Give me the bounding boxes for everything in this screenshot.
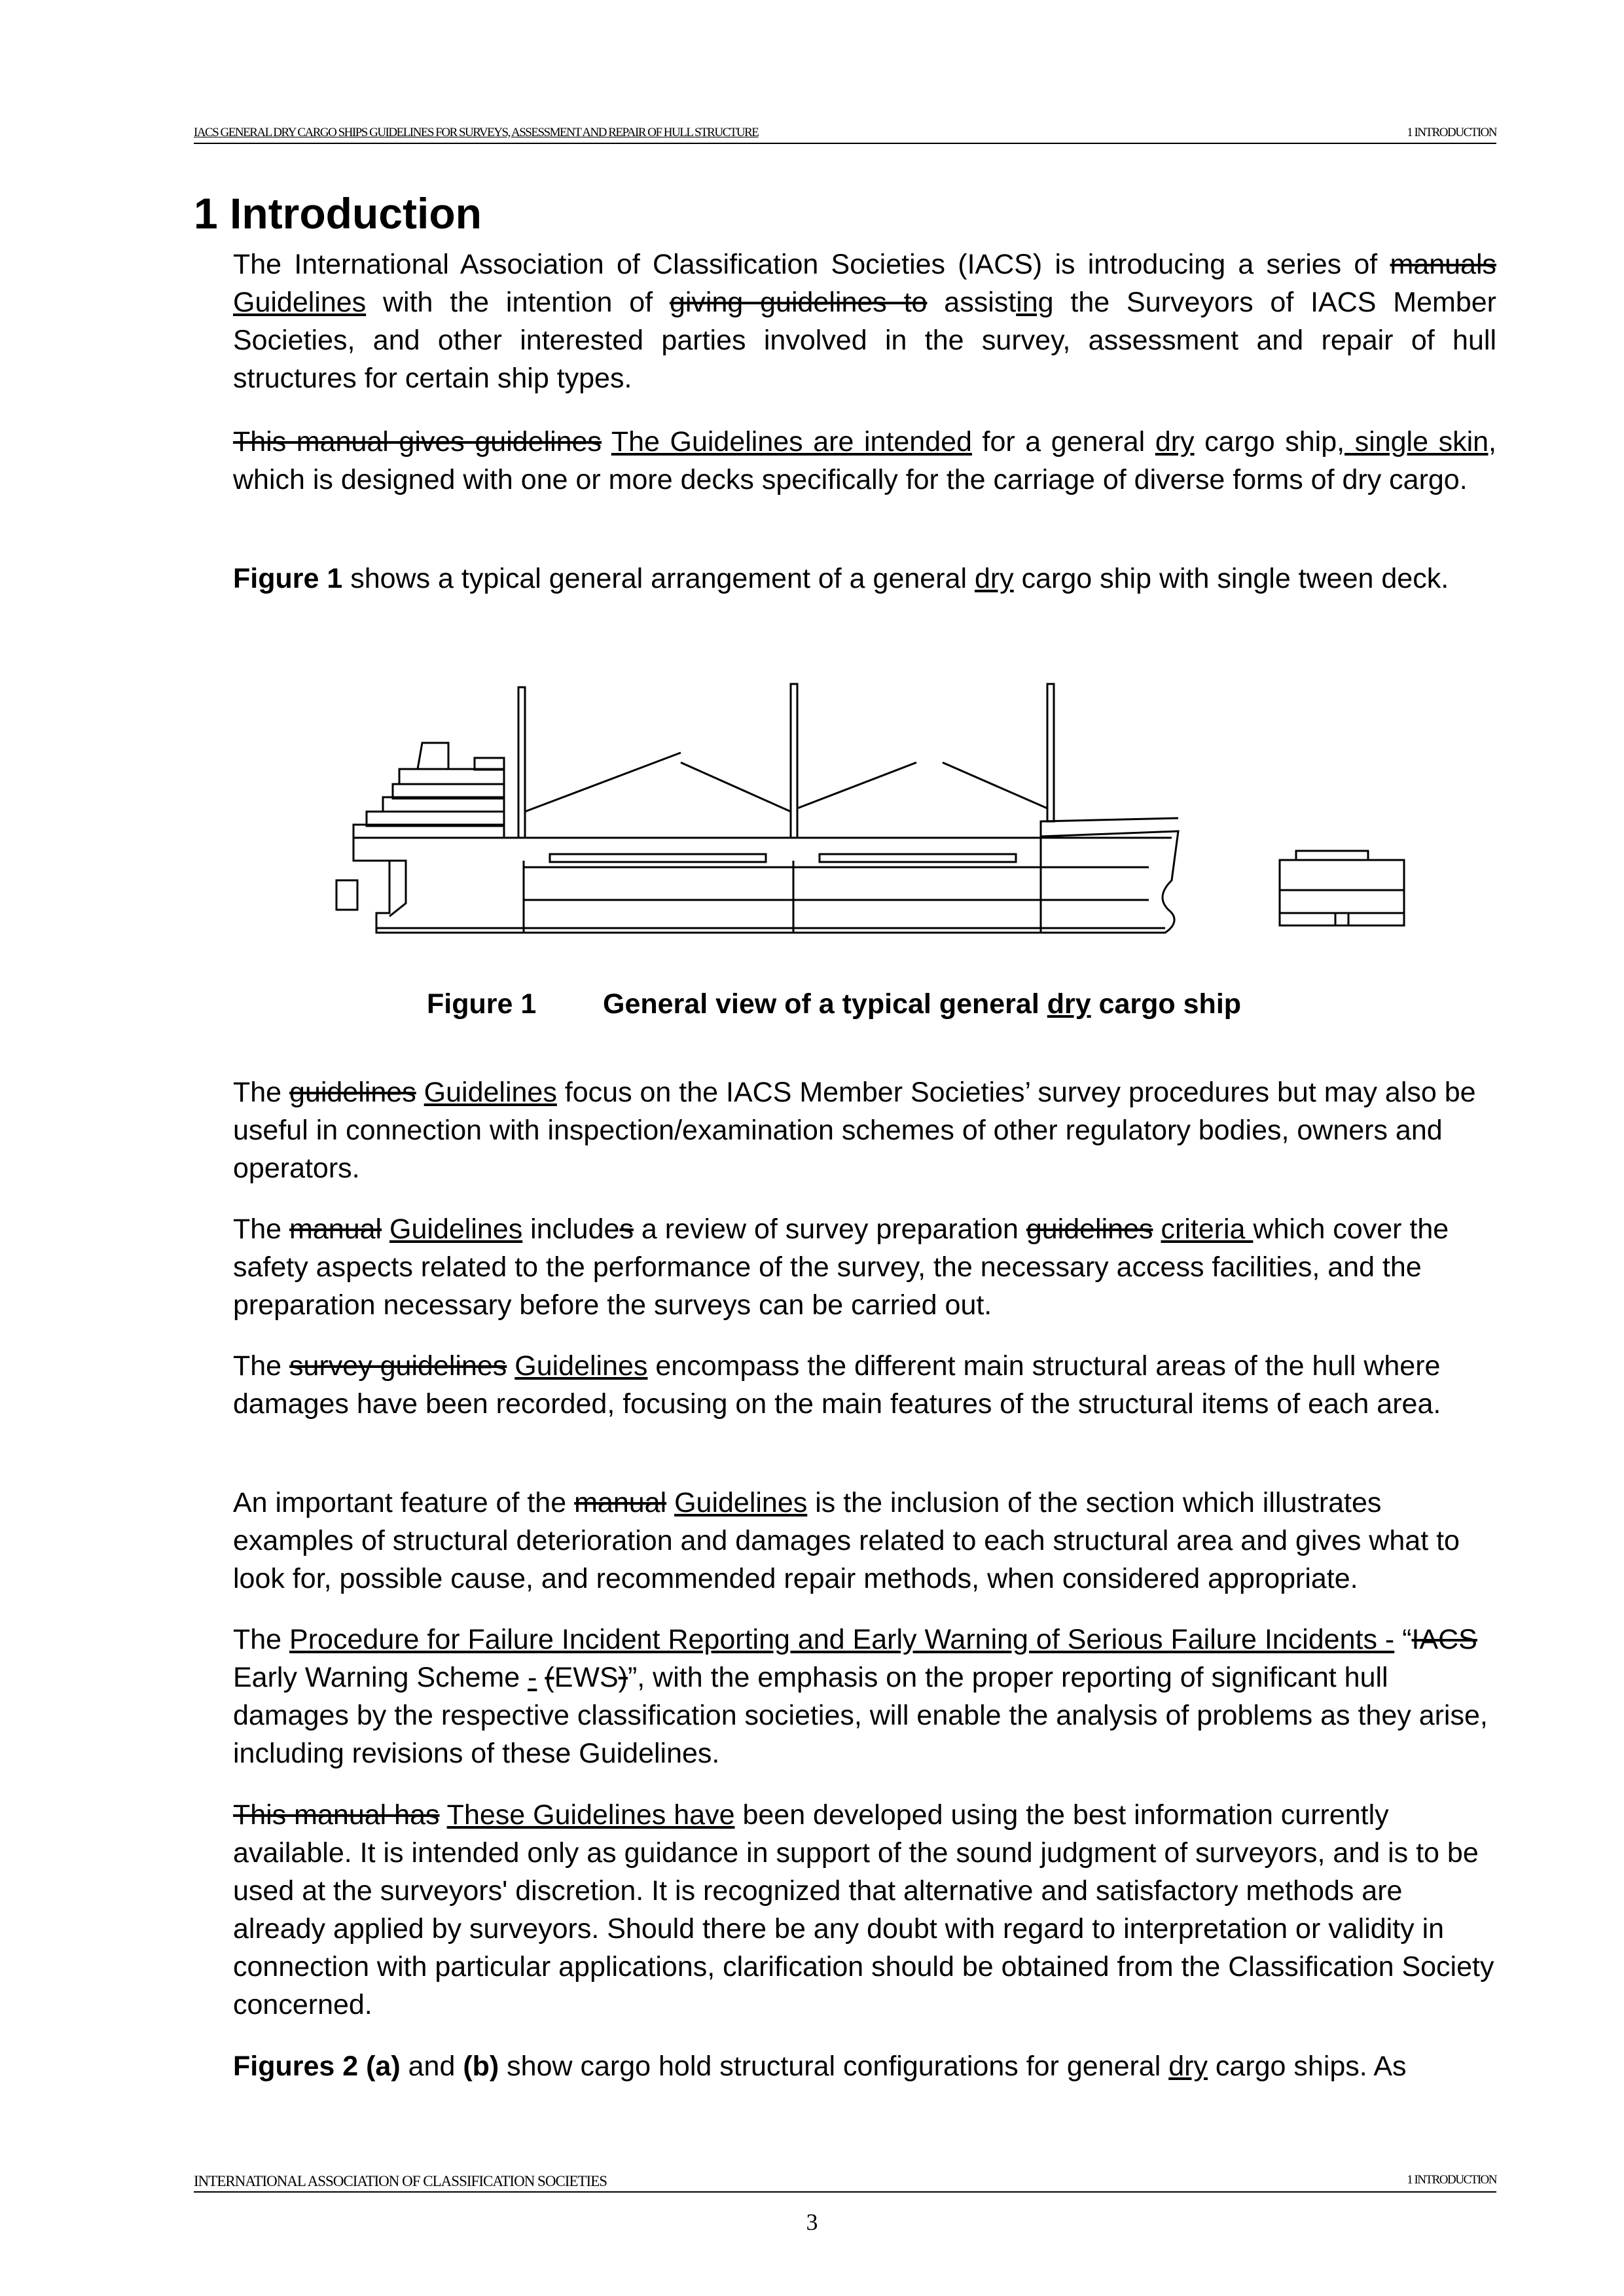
derrick-4 bbox=[943, 762, 1047, 808]
wheelhouse bbox=[475, 758, 504, 770]
deleted-text: ) bbox=[618, 1662, 628, 1693]
inserted-text: Guidelines bbox=[424, 1077, 557, 1108]
inserted-text: dry bbox=[974, 563, 1014, 594]
inserted-text: These Guidelines have bbox=[446, 1799, 735, 1831]
deleted-text: guidelines bbox=[289, 1077, 416, 1108]
inserted-text: dry bbox=[1047, 988, 1091, 1020]
deleted-text: s bbox=[619, 1213, 634, 1245]
mast-fore bbox=[1047, 684, 1054, 821]
general-cargo-ship-drawing bbox=[327, 681, 1427, 956]
deleted-text: manual bbox=[574, 1487, 667, 1518]
derrick-1 bbox=[525, 753, 681, 812]
inserted-text: Guidelines bbox=[233, 287, 367, 318]
inserted-text: Guidelines bbox=[389, 1213, 523, 1245]
page-title: 1 Introduction bbox=[194, 189, 482, 238]
paragraph-8: The Procedure for Failure Incident Reporting and Early Warning of Serious Failure Incidents - “IACS Early Warning Scheme - (EWS)”, with the emphasis on the proper reporting of significant hull damages by the respective classification societies, will enable the analysis of problems as they arise, including revisions of these Guidelines. bbox=[233, 1624, 1488, 1769]
mast-aft bbox=[518, 687, 525, 838]
mast-mid bbox=[791, 684, 797, 838]
bridge-deck bbox=[399, 769, 504, 784]
inserted-text: Guidelines bbox=[514, 1350, 648, 1382]
derrick-3 bbox=[797, 762, 916, 808]
deleted-text: giving guidelines to bbox=[669, 287, 928, 318]
deleted-text: manuals bbox=[1390, 249, 1496, 280]
deleted-text: This manual has bbox=[233, 1799, 440, 1831]
inserted-text: The Guidelines are intended bbox=[611, 426, 972, 457]
inserted-text: dry bbox=[1168, 2051, 1208, 2082]
derrick-2 bbox=[681, 762, 791, 812]
deleted-text: IACS bbox=[1411, 1624, 1477, 1655]
funnel bbox=[418, 743, 448, 769]
paragraph-7: An important feature of the manual Guidelines is the inclusion of the section which illustrates examples of structural deterioration and damages related to each structural area and gives what to look for, possible cause, and recommended repair methods, when considered appropriate. bbox=[233, 1487, 1460, 1594]
deleted-text: guidelines bbox=[1026, 1213, 1153, 1245]
figure-1-caption: General view of a typical general dry cargo ship bbox=[603, 988, 1242, 1020]
paragraph-2: This manual gives guidelines The Guidelines are intended for a general dry cargo ship, single skin, which is designed with one or more decks specifically for the carriage of diverse forms of dry cargo. bbox=[233, 426, 1496, 495]
footer-organization: INTERNATIONAL ASSOCIATION OF CLASSIFICATION SOCIETIES bbox=[194, 2173, 607, 2189]
page-header bbox=[194, 123, 1496, 144]
header-title: IACS GENERAL DRY CARGO SHIPS GUIDELINES FOR SURVEYS, ASSESSMENT AND REPAIR OF HULL STRUCTURE bbox=[194, 126, 759, 139]
hatch-cover-1 bbox=[550, 854, 766, 862]
figure-1-label: Figure 1 bbox=[427, 988, 537, 1020]
inserted-text: dry bbox=[1155, 426, 1195, 457]
page-footer bbox=[194, 2172, 1496, 2193]
deleted-text: survey guidelines bbox=[289, 1350, 507, 1382]
hull-outline bbox=[353, 825, 1178, 933]
hatch-cover-2 bbox=[820, 854, 1016, 862]
paragraph-4: The guidelines Guidelines focus on the IACS Member Societies’ survey procedures but may also be useful in connection with inspection/examination schemes of other regulatory bodies, owners and operators. bbox=[233, 1077, 1476, 1184]
deleted-text: manual bbox=[289, 1213, 382, 1245]
paragraph-3: Figure 1 shows a typical general arrangement of a general dry cargo ship with single tween deck. bbox=[233, 563, 1449, 594]
inserted-text: ing bbox=[1016, 287, 1054, 318]
paragraph-1: The International Association of Classification Societies (IACS) is introducing a series of manuals Guidelines with the intention of giving guidelines to assisting the Surveyors of IACS Member Societies, and other interested parties involved in the survey, assessment and repair of hull structures for certain ship types. bbox=[233, 249, 1496, 394]
inserted-text: , single skin, bbox=[1337, 426, 1496, 457]
paragraph-6: The survey guidelines Guidelines encompass the different main structural areas of the hull where damages have been recorded, focusing on the main features of the structural items of each area. bbox=[233, 1350, 1441, 1420]
section-hatch bbox=[1296, 851, 1368, 860]
inserted-text: Guidelines bbox=[674, 1487, 808, 1518]
rudder bbox=[336, 880, 357, 910]
header-section: 1 INTRODUCTION bbox=[1407, 126, 1496, 139]
inserted-text: Procedure for Failure Incident Reporting and Early Warning of Serious Failure Incidents - bbox=[289, 1624, 1395, 1655]
inserted-text: - bbox=[528, 1662, 537, 1693]
footer-section: 1 INTRODUCTION bbox=[1407, 2173, 1496, 2187]
paragraph-5: The manual Guidelines includes a review of survey preparation guidelines criteria which cover the safety aspects related to the performance of the survey, the necessary access facilities, and the preparation necessary before the surveys can be carried out. bbox=[233, 1213, 1449, 1321]
deleted-text: This manual gives guidelines bbox=[233, 426, 602, 457]
paragraph-9: This manual has These Guidelines have been developed using the best information currently available. It is intended only as guidance in support of the sound judgment of surveyors, and is to be used at the surveyors' discretion. It is recognized that alternative and satisfactory methods are already applied by surveyors. Should there be any doubt with regard to interpretation or validity in connection with particular applications, clarification should be obtained from the Classification Society concerned. bbox=[233, 1799, 1494, 2020]
aft-end-shape bbox=[389, 861, 406, 916]
inserted-text: criteria bbox=[1161, 1213, 1254, 1245]
page-number: 3 bbox=[806, 2209, 818, 2235]
deleted-text: ( bbox=[545, 1662, 554, 1693]
paragraph-10: Figures 2 (a) and (b) show cargo hold structural configurations for general dry cargo ships. As bbox=[233, 2051, 1407, 2082]
section-body bbox=[1280, 860, 1404, 925]
